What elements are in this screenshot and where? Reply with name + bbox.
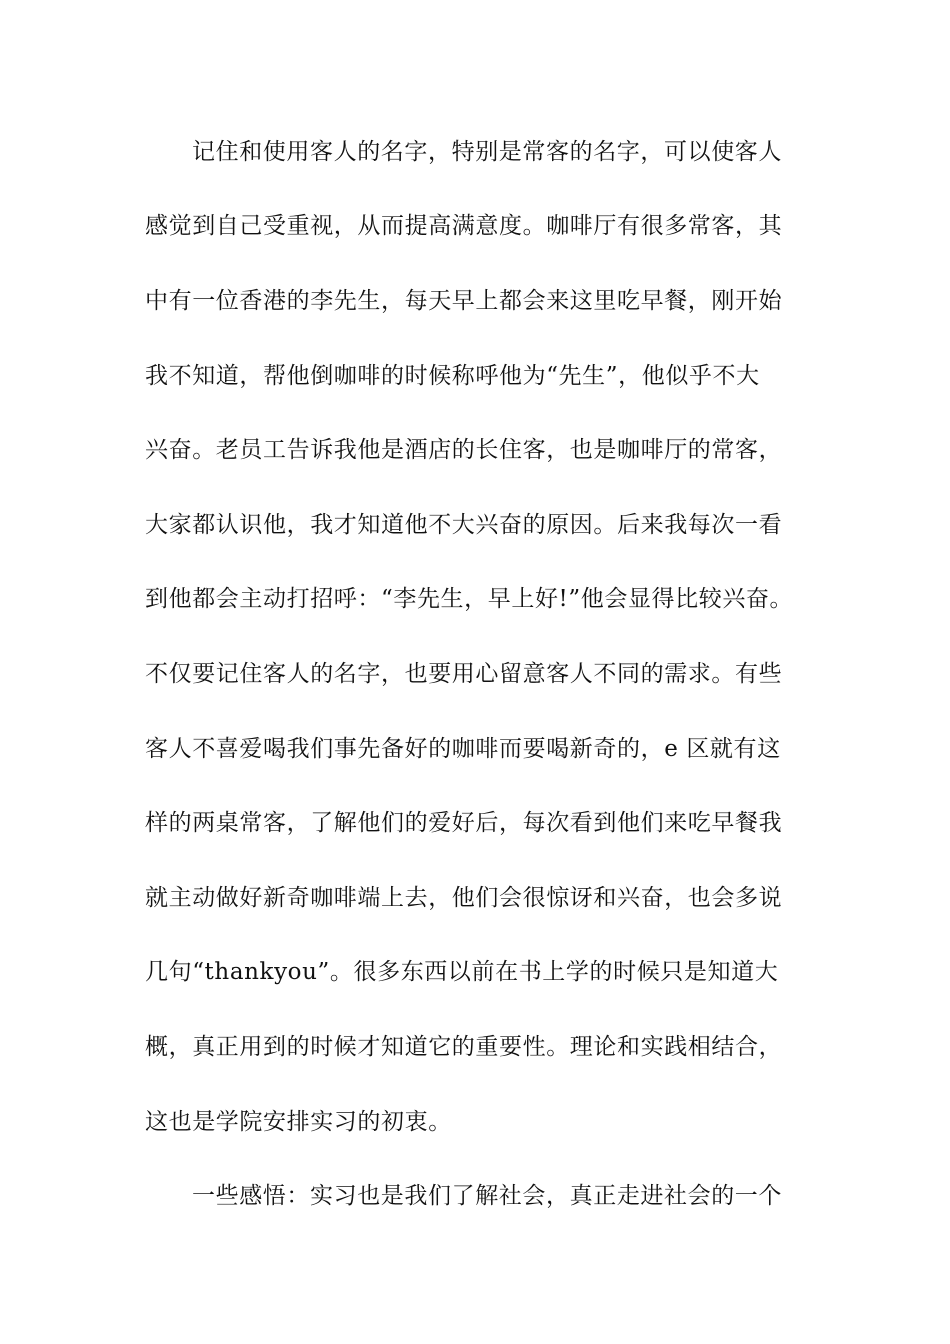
paragraph-line: 兴奋。老员工告诉我他是酒店的长住客，也是咖啡厅的常客，	[145, 437, 783, 463]
paragraph-line: 中有一位香港的李先生，每天早上都会来这里吃早餐，刚开始	[145, 288, 783, 314]
paragraph-line: 感觉到自己受重视，从而提高满意度。咖啡厅有很多常客，其	[145, 213, 783, 239]
paragraph-line: 就主动做好新奇咖啡端上去，他们会很惊讶和兴奋，也会多说	[145, 885, 783, 911]
paragraph-line: 记住和使用客人的名字，特别是常客的名字，可以使客人	[192, 139, 782, 165]
paragraph-line: 大家都认识他，我才知道他不大兴奋的原因。后来我每次一看	[145, 512, 783, 538]
paragraph-line: 这也是学院安排实习的初衷。	[145, 1109, 452, 1135]
paragraph-line: 一些感悟：实习也是我们了解社会，真正走进社会的一个	[192, 1183, 782, 1209]
paragraph-line: 样的两桌常客，了解他们的爱好后，每次看到他们来吃早餐我	[145, 810, 783, 836]
paragraph-line: 不仅要记住客人的名字，也要用心留意客人不同的需求。有些	[145, 661, 783, 687]
paragraph-line: 到他都会主动打招呼：“李先生，早上好!”他会显得比较兴奋。	[145, 586, 794, 612]
paragraph-line: 概，真正用到的时候才知道它的重要性。理论和实践相结合，	[145, 1034, 783, 1060]
paragraph-line: 我不知道，帮他倒咖啡的时候称呼他为“先生”，他似乎不大	[145, 363, 760, 389]
paragraph-line: 几句“thankyou”。很多东西以前在书上学的时候只是知道大	[145, 959, 779, 985]
paragraph-line: 客人不喜爱喝我们事先备好的咖啡而要喝新奇的，e 区就有这	[145, 736, 781, 762]
